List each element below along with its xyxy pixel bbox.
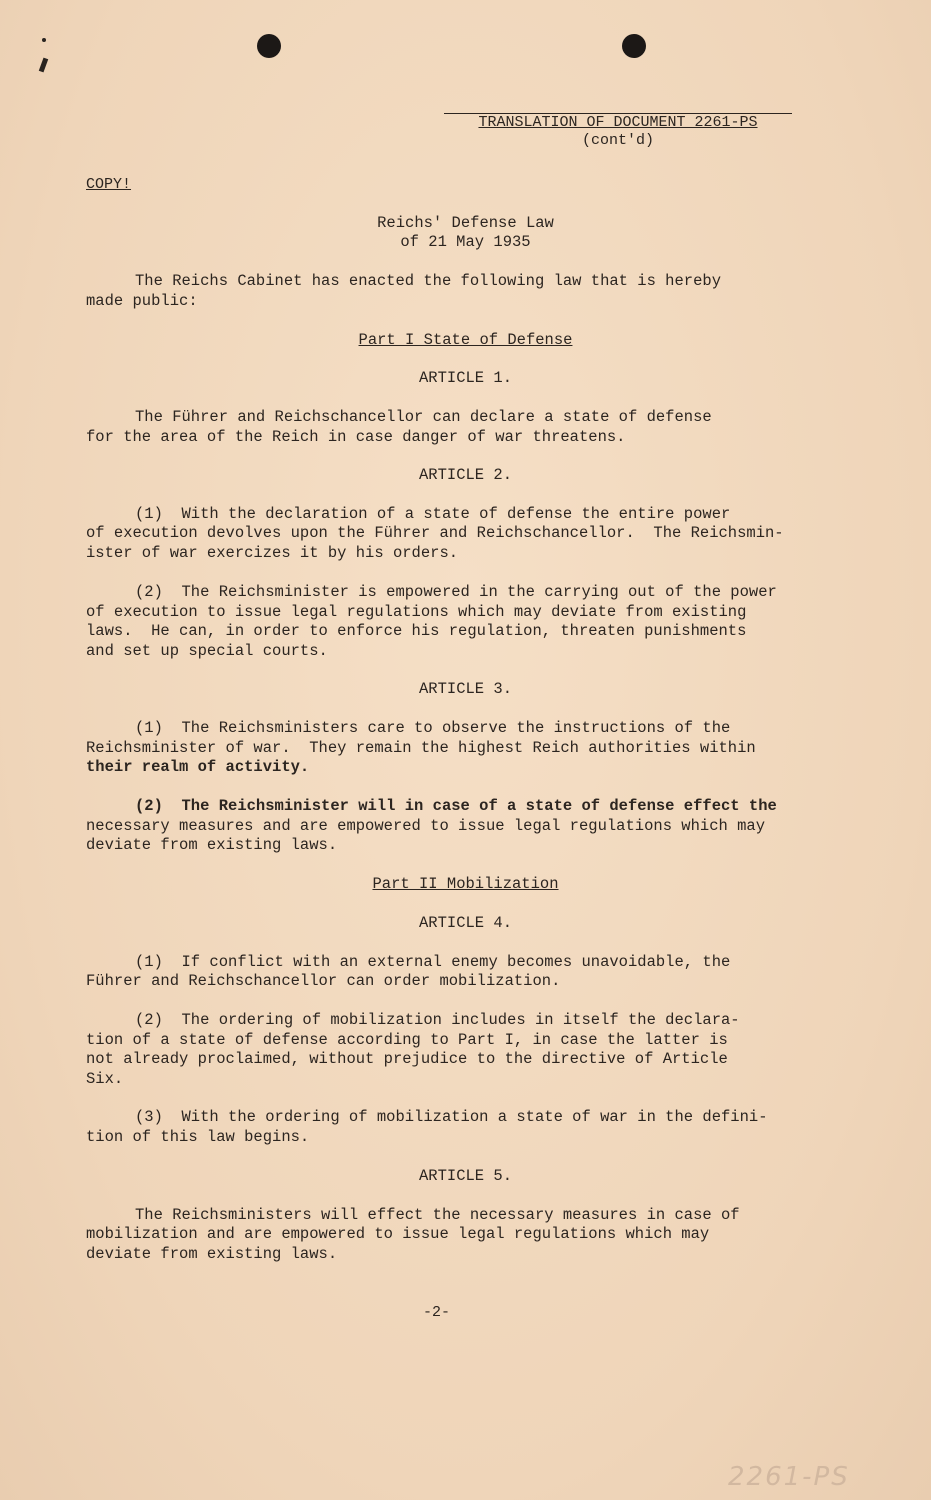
- article-5-line-2: mobilization and are empowered to issue legal regulations which may: [86, 1225, 710, 1243]
- punch-hole-left: [257, 34, 281, 58]
- article-2-heading: ARTICLE 2.: [418, 466, 512, 484]
- article-4-p3-line-2: tion of this law begins.: [86, 1128, 310, 1146]
- part-1-heading: Part I State of Defense: [358, 331, 573, 349]
- article-2-p1-line-2: of execution devolves upon the Führer and Reichschancellor. The Reichsmin-: [86, 524, 784, 542]
- article-3-p1-line-2: Reichsminister of war. They remain the highest Reich authorities within: [86, 739, 756, 757]
- article-3-p1-line-3: their realm of activity.: [86, 758, 310, 776]
- article-4-heading: ARTICLE 4.: [418, 914, 512, 932]
- page-number: -2-: [422, 1304, 450, 1321]
- header-subtitle: (cont'd): [581, 132, 654, 149]
- article-2-p1-line-1: (1) With the declaration of a state of defense the entire power: [135, 505, 731, 523]
- article-5-line-1: The Reichsministers will effect the necessary measures in case of: [135, 1206, 740, 1224]
- article-3-p2-line-2: necessary measures and are empowered to issue legal regulations which may: [86, 817, 766, 835]
- article-4-p1-line-1: (1) If conflict with an external enemy becomes unavoidable, the: [135, 953, 731, 971]
- article-3-p2-line-1: (2) The Reichsminister will in case of a state of defense effect the: [135, 797, 777, 815]
- article-2-p2-line-1: (2) The Reichsminister is empowered in the carrying out of the power: [135, 583, 777, 601]
- pencil-annotation: 2261-PS: [728, 1462, 850, 1492]
- document-header: [444, 113, 792, 150]
- article-2-p1-line-3: ister of war exercizes it by his orders.: [86, 544, 459, 562]
- article-4-p2-line-3: not already proclaimed, without prejudice to the directive of Article: [86, 1050, 728, 1068]
- punch-hole-right: [622, 34, 646, 58]
- law-title-line-2: of 21 May 1935: [400, 233, 531, 251]
- ink-speck: [39, 58, 48, 73]
- article-1-line-1: The Führer and Reichschancellor can declare a state of defense: [135, 408, 712, 426]
- article-3-p2-line-3: deviate from existing laws.: [86, 836, 338, 854]
- header-title: TRANSLATION OF DOCUMENT 2261-PS: [478, 114, 758, 131]
- article-4-p3-line-1: (3) With the ordering of mobilization a state of war in the defini-: [135, 1108, 768, 1126]
- article-3-p1-line-1: (1) The Reichsministers care to observe the instructions of the: [135, 719, 731, 737]
- article-2-p2-line-4: and set up special courts.: [86, 642, 328, 660]
- copy-mark: COPY!: [86, 176, 132, 193]
- article-4-p1-line-2: Führer and Reichschancellor can order mobilization.: [86, 972, 561, 990]
- article-4-p2-line-4: Six.: [86, 1070, 124, 1088]
- law-title-line-1: Reichs' Defense Law: [377, 214, 554, 232]
- part-2-heading: Part II Mobilization: [372, 875, 559, 893]
- article-4-p2-line-1: (2) The ordering of mobilization includes in itself the declara-: [135, 1011, 740, 1029]
- article-1-line-2: for the area of the Reich in case danger of war threatens.: [86, 428, 626, 446]
- article-1-heading: ARTICLE 1.: [418, 369, 512, 387]
- article-5-heading: ARTICLE 5.: [418, 1167, 512, 1185]
- article-2-p2-line-3: laws. He can, in order to enforce his regulation, threaten punishments: [86, 622, 747, 640]
- article-5-line-3: deviate from existing laws.: [86, 1245, 338, 1263]
- article-2-p2-line-2: of execution to issue legal regulations which may deviate from existing: [86, 603, 747, 621]
- preamble-line-2: made public:: [86, 292, 198, 310]
- article-4-p2-line-2: tion of a state of defense according to Part I, in case the latter is: [86, 1031, 728, 1049]
- article-3-heading: ARTICLE 3.: [418, 680, 512, 698]
- ink-speck: [42, 38, 46, 42]
- preamble-line-1: The Reichs Cabinet has enacted the following law that is hereby: [135, 272, 721, 290]
